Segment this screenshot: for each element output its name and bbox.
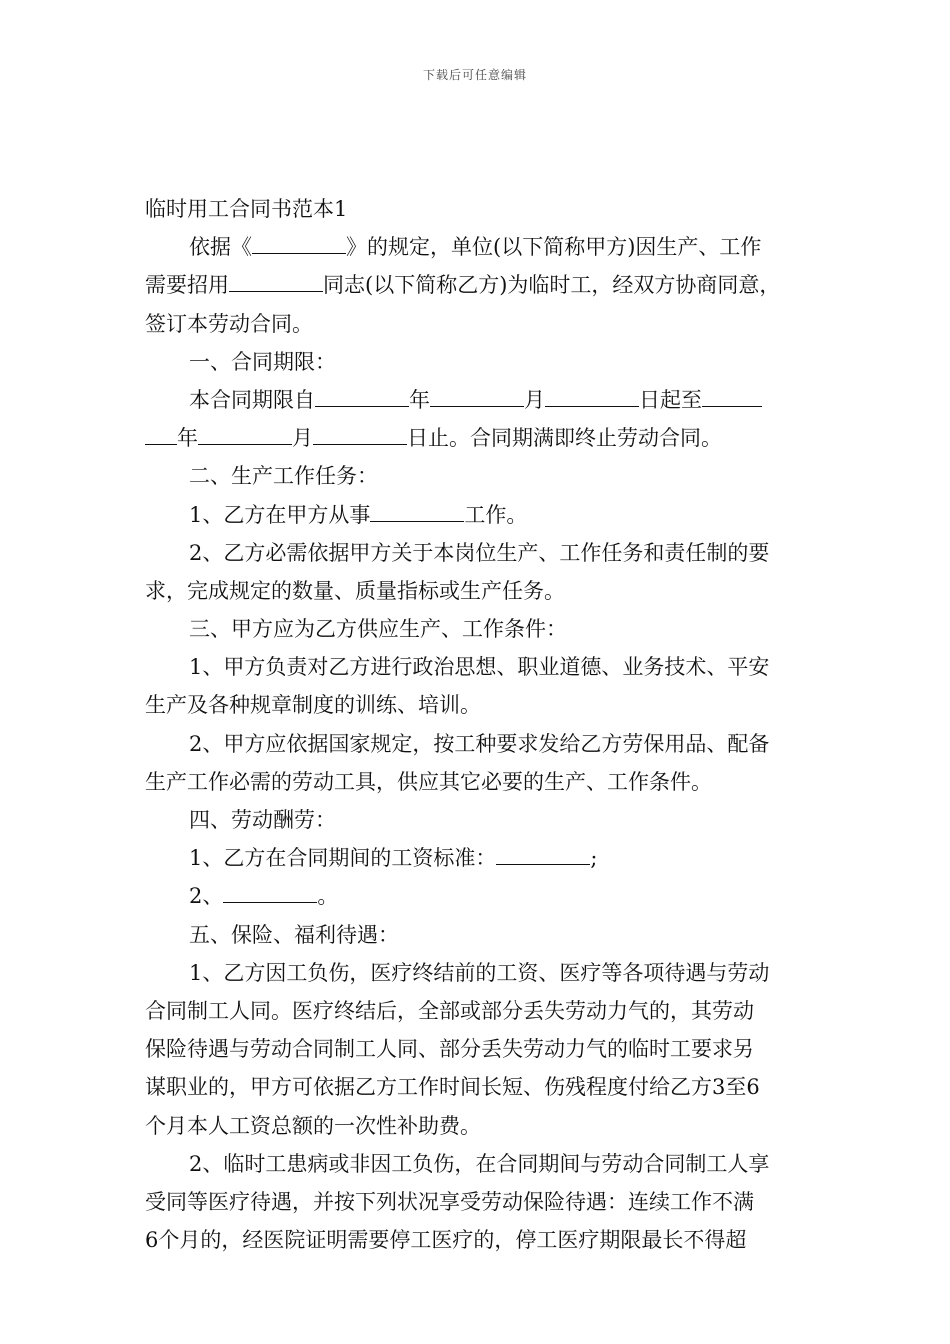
paragraph-line: 保险待遇与劳动合同制工人同、部分丢失劳动力气的临时工要求另 <box>145 1037 754 1062</box>
text-segment: 本合同期限自 <box>189 387 315 412</box>
text-segment: 。 <box>317 884 339 909</box>
paragraph-line: 签订本劳动合同。 <box>145 311 313 336</box>
paragraph-line: 1、乙方因工负伤，医疗终结前的工资、医疗等各项待遇与劳动 <box>189 960 770 985</box>
paragraph-line: 生产及各种规章制度的训练、培训。 <box>145 693 481 718</box>
fill-in-blank <box>145 424 177 445</box>
text-segment: ; <box>590 846 598 871</box>
section-heading: 一、合同期限： <box>189 349 336 374</box>
paragraph-line <box>145 877 810 915</box>
text-segment: 依据《 <box>189 235 252 260</box>
text-segment: 日止。合同期满即终止劳动合同。 <box>407 426 722 451</box>
section-heading: 四、劳动酬劳： <box>189 808 336 832</box>
text-segment: 同志(以下简称乙方)为临时工，经双方协商同意， <box>323 273 781 298</box>
paragraph-line <box>145 381 810 419</box>
paragraph-line: 生产工作必需的劳动工具，供应其它必要的生产、工作条件。 <box>145 769 712 794</box>
text-segment: 2、 <box>189 884 224 909</box>
paragraph-line: 1、甲方负责对乙方进行政治思想、职业道德、业务技术、平安 <box>189 655 770 680</box>
paragraph-line: 6个月的，经医院证明需要停工医疗的，停工医疗期限最长不得超 <box>145 1228 747 1253</box>
paragraph-line: 求，完成规定的数量、质量指标或生产任务。 <box>145 578 565 603</box>
document-body <box>145 190 810 1259</box>
section-heading: 二、生产工作任务： <box>189 464 378 489</box>
paragraph-line: 谋职业的，甲方可依据乙方工作时间长短、伤残程度付给乙方3至6 <box>145 1075 760 1100</box>
text-segment: 年 <box>177 426 198 451</box>
fill-in-blank <box>370 501 464 522</box>
fill-in-blank <box>198 424 292 445</box>
text-segment: 》的规定，单位(以下简称甲方)因生产、工作 <box>346 235 762 260</box>
paragraph-line <box>145 839 810 877</box>
page-header-note: 下载后可任意编辑 <box>422 68 527 82</box>
paragraph-line <box>145 266 810 304</box>
fill-in-blank <box>430 386 524 407</box>
paragraph-line <box>145 496 810 534</box>
fill-in-blank <box>496 844 590 865</box>
text-segment: 日起至 <box>639 387 702 412</box>
fill-in-blank <box>229 271 323 292</box>
paragraph-line: 2、甲方应依据国家规定，按工种要求发给乙方劳保用品、配备 <box>189 731 770 756</box>
section-heading: 五、保险、福利待遇： <box>189 922 399 947</box>
paragraph-line: 合同制工人同。医疗终结后，全部或部分丢失劳动力气的，其劳动 <box>145 998 754 1023</box>
paragraph-line: 受同等医疗待遇，并按下列状况享受劳动保险待遇：连续工作不满 <box>145 1189 754 1214</box>
paragraph-line: 2、乙方必需依据甲方关于本岗位生产、工作任务和责任制的要 <box>189 540 770 565</box>
paragraph-line: 2、临时工患病或非因工负伤，在合同期间与劳动合同制工人享 <box>189 1151 770 1176</box>
text-segment: 1、乙方在甲方从事 <box>189 502 371 527</box>
paragraph-line: 个月本人工资总额的一次性补助费。 <box>145 1113 481 1138</box>
fill-in-blank <box>252 233 346 254</box>
text-segment: 月 <box>292 426 313 451</box>
text-segment: 需要招用 <box>145 273 229 298</box>
paragraph-line <box>145 419 810 457</box>
fill-in-blank <box>313 424 407 445</box>
fill-in-blank <box>315 386 409 407</box>
paragraph-line <box>145 228 810 266</box>
text-segment: 月 <box>524 387 545 412</box>
text-segment: 1、乙方在合同期间的工资标准： <box>189 846 497 871</box>
fill-in-blank <box>545 386 639 407</box>
text-segment: 年 <box>409 387 430 412</box>
fill-in-blank <box>702 386 762 407</box>
section-heading: 三、甲方应为乙方供应生产、工作条件： <box>189 617 567 642</box>
text-segment: 工作。 <box>464 502 528 527</box>
fill-in-blank <box>223 882 317 903</box>
document-title: 临时用工合同书范本1 <box>145 197 348 221</box>
